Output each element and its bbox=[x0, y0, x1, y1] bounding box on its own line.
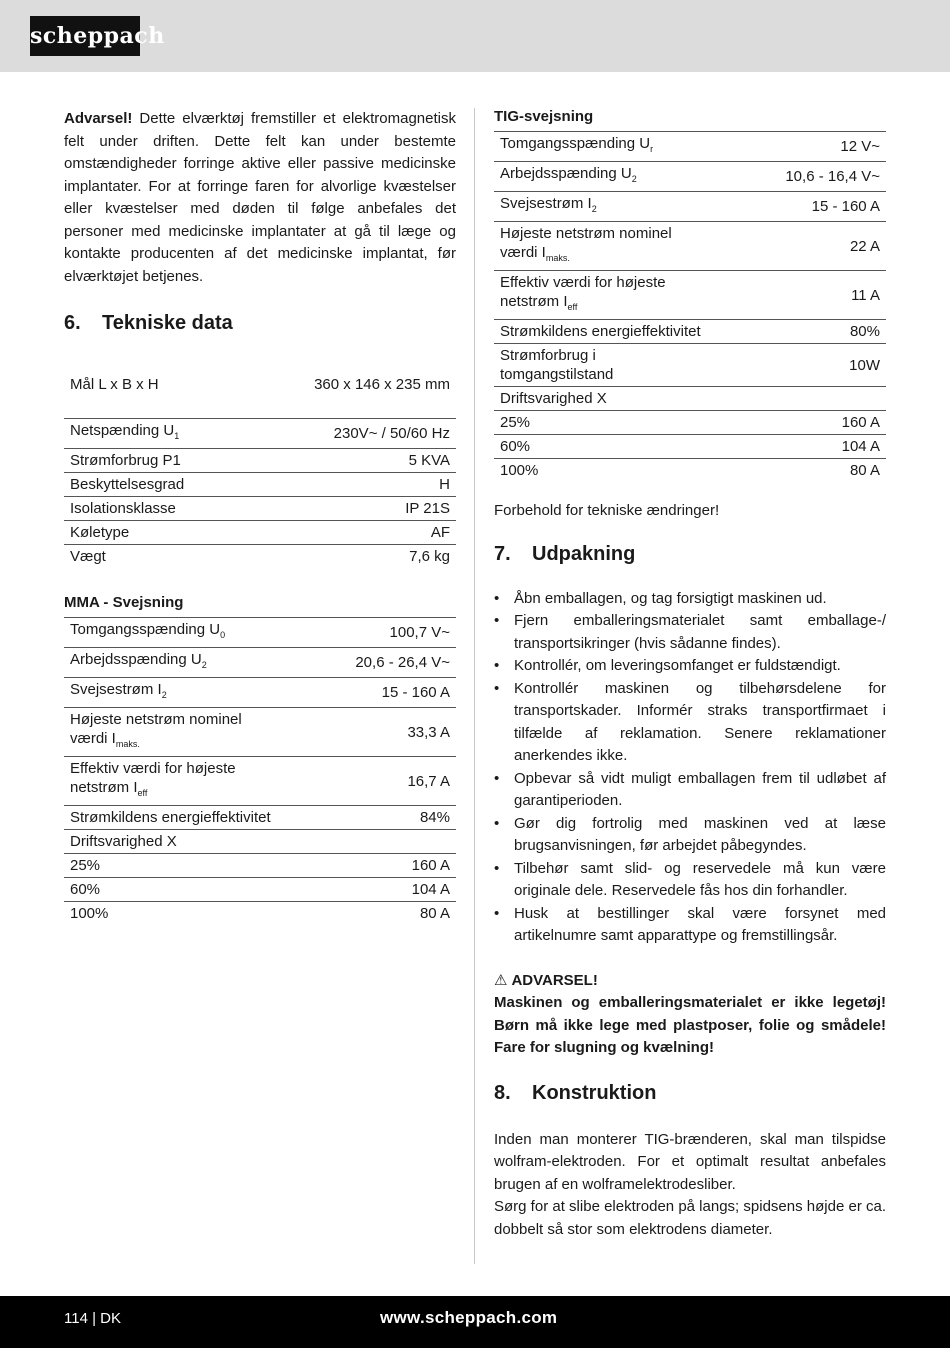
spec-label bbox=[494, 162, 755, 192]
spec-value: 160 A bbox=[325, 854, 456, 878]
spec-label-text: Strømkildens energieffektivitet bbox=[70, 809, 271, 826]
section-number: 7. bbox=[494, 542, 511, 565]
dimensions-table bbox=[64, 373, 456, 406]
spec-subscript: 0 bbox=[220, 630, 226, 640]
spec-label bbox=[494, 411, 755, 435]
spec-label bbox=[64, 878, 325, 902]
left-column bbox=[64, 108, 456, 925]
spec-label bbox=[64, 449, 258, 473]
construction-paragraph-1: Inden man monterer TIG-brænderen, skal man tilspidse wolfram-elektroden. For et optimalt resultat anbefales brugen af en wolframelektrodesliber. bbox=[494, 1130, 886, 1193]
website-link[interactable]: www.scheppach.com bbox=[380, 1308, 558, 1327]
general-specs-table bbox=[64, 418, 456, 568]
spec-label bbox=[64, 473, 258, 497]
table-row bbox=[494, 222, 886, 271]
table-row bbox=[64, 678, 456, 708]
spec-label-text: Driftsvarighed X bbox=[500, 390, 607, 407]
spec-label bbox=[494, 435, 755, 459]
spec-subscript: 2 bbox=[591, 204, 597, 214]
spec-value: 10W bbox=[755, 344, 886, 387]
table-row bbox=[494, 271, 886, 320]
table-row bbox=[64, 419, 456, 449]
list-item: • Fjern emballeringsmaterialet samt emballage-/ transportsikringer (hvis sådanne findes). bbox=[494, 610, 886, 655]
spec-value: 22 A bbox=[755, 222, 886, 271]
list-item: • Husk at bestillinger skal være forsynet med artikelnumre samt apparattype og fremstillingsår. bbox=[494, 903, 886, 948]
spec-label bbox=[494, 222, 755, 271]
table-row bbox=[64, 878, 456, 902]
emf-warning-paragraph bbox=[64, 108, 456, 288]
table-row bbox=[64, 830, 456, 854]
spec-subscript: eff bbox=[137, 788, 148, 798]
spec-label bbox=[64, 678, 325, 708]
spec-label-text: Svejsestrøm I bbox=[500, 195, 592, 212]
spec-label-text: 60% bbox=[70, 881, 101, 898]
spec-label-text: Strømforbrug P1 bbox=[70, 452, 181, 469]
spec-label-line: Strømforbrug i bbox=[500, 347, 596, 364]
spec-label-text: 100% bbox=[500, 462, 539, 479]
spec-label-line: netstrøm I bbox=[70, 779, 138, 796]
spec-value: 15 - 160 A bbox=[325, 678, 456, 708]
table-row bbox=[494, 459, 886, 483]
spec-label bbox=[64, 830, 325, 854]
spec-label-text: Isolationsklasse bbox=[70, 500, 176, 517]
warning-body: Maskinen og emballeringsmaterialet er ikke legetøj! Børn må ikke lege med plastposer, folie og smådele! Fare for slugning og kvælning! bbox=[494, 994, 886, 1056]
spec-label-line: Effektiv værdi for højeste bbox=[70, 760, 236, 777]
spec-label bbox=[494, 132, 755, 162]
spec-label-line: Højeste netstrøm nominel bbox=[70, 711, 242, 728]
table-row bbox=[64, 757, 456, 806]
spec-label-text: Tomgangsspænding U bbox=[500, 135, 651, 152]
table-row bbox=[64, 373, 456, 406]
spec-value: 20,6 - 26,4 V~ bbox=[325, 648, 456, 678]
spec-label-line: Højeste netstrøm nominel bbox=[500, 225, 672, 242]
spec-label bbox=[64, 497, 258, 521]
section-number: 8. bbox=[494, 1081, 511, 1104]
spec-label bbox=[64, 545, 258, 569]
spec-value: 12 V~ bbox=[755, 132, 886, 162]
spec-label bbox=[64, 806, 325, 830]
list-item: • Kontrollér, om leveringsomfanget er fuldstændigt. bbox=[494, 655, 886, 678]
table-row bbox=[494, 162, 886, 192]
spec-label-text: 100% bbox=[70, 905, 109, 922]
list-item: • Kontrollér maskinen og tilbehørsdelene for transportskader. Informér straks transportfirmaet i tilfælde af reklamation. Senere reklamationer anerkendes ikke. bbox=[494, 678, 886, 768]
table-row bbox=[64, 521, 456, 545]
unpacking-list bbox=[494, 588, 886, 948]
page-number: 114 | DK bbox=[64, 1310, 121, 1327]
table-row bbox=[64, 902, 456, 926]
spec-subscript: 2 bbox=[161, 690, 167, 700]
spec-label bbox=[64, 854, 325, 878]
list-item: • Opbevar så vidt muligt emballagen frem til udløbet af garantiperioden. bbox=[494, 768, 886, 813]
spec-value: 100,7 V~ bbox=[325, 618, 456, 648]
spec-label bbox=[64, 419, 258, 449]
table-row bbox=[64, 854, 456, 878]
spec-value: AF bbox=[258, 521, 456, 545]
spec-subscript: maks. bbox=[545, 253, 570, 263]
page-footer bbox=[0, 1296, 950, 1348]
spec-label-line: tomgangstilstand bbox=[500, 366, 614, 383]
spec-label bbox=[494, 271, 755, 320]
table-row bbox=[494, 320, 886, 344]
right-column bbox=[494, 108, 886, 1241]
spec-label-text: Vægt bbox=[70, 548, 106, 565]
spec-value: 5 KVA bbox=[258, 449, 456, 473]
spec-label bbox=[64, 708, 325, 757]
spec-value: 80 A bbox=[849, 462, 880, 479]
section-title: Konstruktion bbox=[532, 1081, 657, 1104]
reservation-note: Forbehold for tekniske ændringer! bbox=[494, 502, 720, 519]
table-row bbox=[64, 806, 456, 830]
spec-label-line: værdi I bbox=[500, 244, 546, 261]
emf-warning-text: Dette elværktøj fremstiller et elektromagnetisk felt under driften. Dette felt kan under bestemte omstændigheder forringe aktive eller passive medicinske implantater. For at forringe faren for alvorlige kvæstelser eller kvæstelser med døden til følge anbefales det personer med medicinske implantater at gå til læge og kontakte producenten af det medicinske implantat, før elværktøjet betjenes. bbox=[64, 110, 456, 285]
spec-label bbox=[494, 344, 755, 387]
spec-label-text: Netspænding U bbox=[70, 422, 175, 439]
spec-subscript: 1 bbox=[174, 431, 180, 441]
spec-label-line: Effektiv værdi for højeste bbox=[500, 274, 666, 291]
spec-value: H bbox=[258, 473, 456, 497]
table-row bbox=[494, 192, 886, 222]
table-row bbox=[64, 497, 456, 521]
spec-label-text: Arbejdsspænding U bbox=[500, 165, 632, 182]
spec-value: 84% bbox=[325, 806, 456, 830]
spec-label: Mål L x B x H bbox=[70, 376, 159, 393]
section-number: 6. bbox=[64, 312, 81, 334]
spec-label-text: Arbejdsspænding U bbox=[70, 651, 202, 668]
warning-heading bbox=[494, 970, 886, 993]
section-8-heading bbox=[494, 1082, 886, 1105]
section-7-heading bbox=[494, 543, 886, 566]
section-title: Udpakning bbox=[532, 542, 636, 565]
spec-value: 104 A bbox=[325, 878, 456, 902]
spec-value: 160 A bbox=[755, 411, 886, 435]
spec-value: 7,6 kg bbox=[409, 548, 450, 565]
table-row bbox=[494, 344, 886, 387]
spec-label-line: netstrøm I bbox=[500, 293, 568, 310]
spec-label-text: Strømkildens energieffektivitet bbox=[500, 323, 701, 340]
table-row bbox=[494, 387, 886, 411]
spec-label bbox=[494, 387, 755, 411]
table-row bbox=[64, 449, 456, 473]
spec-value bbox=[325, 830, 456, 854]
spec-label-text: Tomgangsspænding U bbox=[70, 621, 221, 638]
page-header bbox=[0, 0, 950, 72]
construction-paragraph-2: Sørg for at slibe elektroden på langs; spidsens højde er ca. dobbelt så stor som elektrodens diameter. bbox=[494, 1198, 886, 1238]
section-6-heading bbox=[64, 312, 456, 335]
spec-label bbox=[64, 648, 325, 678]
spec-value: 33,3 A bbox=[325, 708, 456, 757]
table-row bbox=[64, 648, 456, 678]
list-item: • Åbn emballagen, og tag forsigtigt maskinen ud. bbox=[494, 588, 886, 611]
spec-value: 104 A bbox=[755, 435, 886, 459]
spec-label bbox=[64, 757, 325, 806]
spec-value: 10,6 - 16,4 V~ bbox=[755, 162, 886, 192]
tig-heading: TIG-svejsning bbox=[494, 108, 594, 125]
mma-specs-table bbox=[64, 617, 456, 925]
table-row bbox=[494, 435, 886, 459]
warning-triangle-icon: ⚠ bbox=[494, 971, 508, 989]
warning-title: ADVARSEL! bbox=[511, 971, 598, 989]
scheppach-logo: scheppach bbox=[30, 16, 140, 56]
spec-value: IP 21S bbox=[258, 497, 456, 521]
spec-subscript: eff bbox=[567, 302, 578, 312]
spec-label-text: Driftsvarighed X bbox=[70, 833, 177, 850]
spec-value: 80% bbox=[755, 320, 886, 344]
spec-value: 80 A bbox=[419, 905, 450, 922]
spec-subscript: maks. bbox=[115, 739, 140, 749]
mma-heading: MMA - Svejsning bbox=[64, 594, 184, 611]
spec-label-text: Beskyttelsesgrad bbox=[70, 476, 185, 493]
spec-label-line: værdi I bbox=[70, 730, 116, 747]
spec-value: 360 x 146 x 235 mm bbox=[314, 376, 450, 393]
spec-value bbox=[755, 387, 886, 411]
spec-value: 15 - 160 A bbox=[755, 192, 886, 222]
table-row bbox=[64, 618, 456, 648]
list-item: • Tilbehør samt slid- og reservedele må kun være originale dele. Reservedele fås hos din forhandler. bbox=[494, 858, 886, 903]
table-row bbox=[494, 411, 886, 435]
table-row bbox=[64, 473, 456, 497]
table-row bbox=[494, 132, 886, 162]
spec-label-text: Svejsestrøm I bbox=[70, 681, 162, 698]
list-item: • Gør dig fortrolig med maskinen ved at læse brugsanvisningen, før arbejdet påbegyndes. bbox=[494, 813, 886, 858]
emf-warning-lead: Advarsel! bbox=[64, 110, 133, 127]
spec-value: 230V~ / 50/60 Hz bbox=[258, 419, 456, 449]
table-row bbox=[64, 708, 456, 757]
spec-label bbox=[494, 320, 755, 344]
spec-subscript: r bbox=[650, 144, 654, 154]
spec-subscript: 2 bbox=[201, 660, 207, 670]
spec-label bbox=[64, 618, 325, 648]
spec-subscript: 2 bbox=[631, 174, 637, 184]
spec-label bbox=[494, 459, 755, 483]
spec-value: 16,7 A bbox=[325, 757, 456, 806]
spec-label bbox=[64, 902, 325, 926]
spec-label bbox=[64, 521, 258, 545]
section-title: Tekniske data bbox=[102, 312, 233, 334]
spec-label-text: 60% bbox=[500, 438, 531, 455]
tig-specs-table bbox=[494, 131, 886, 482]
spec-label-text: 25% bbox=[500, 414, 531, 431]
spec-label-text: Køletype bbox=[70, 524, 130, 541]
spec-label bbox=[494, 192, 755, 222]
table-row bbox=[64, 545, 456, 569]
column-divider bbox=[474, 108, 475, 1264]
spec-label-text: 25% bbox=[70, 857, 101, 874]
spec-value: 11 A bbox=[755, 271, 886, 320]
